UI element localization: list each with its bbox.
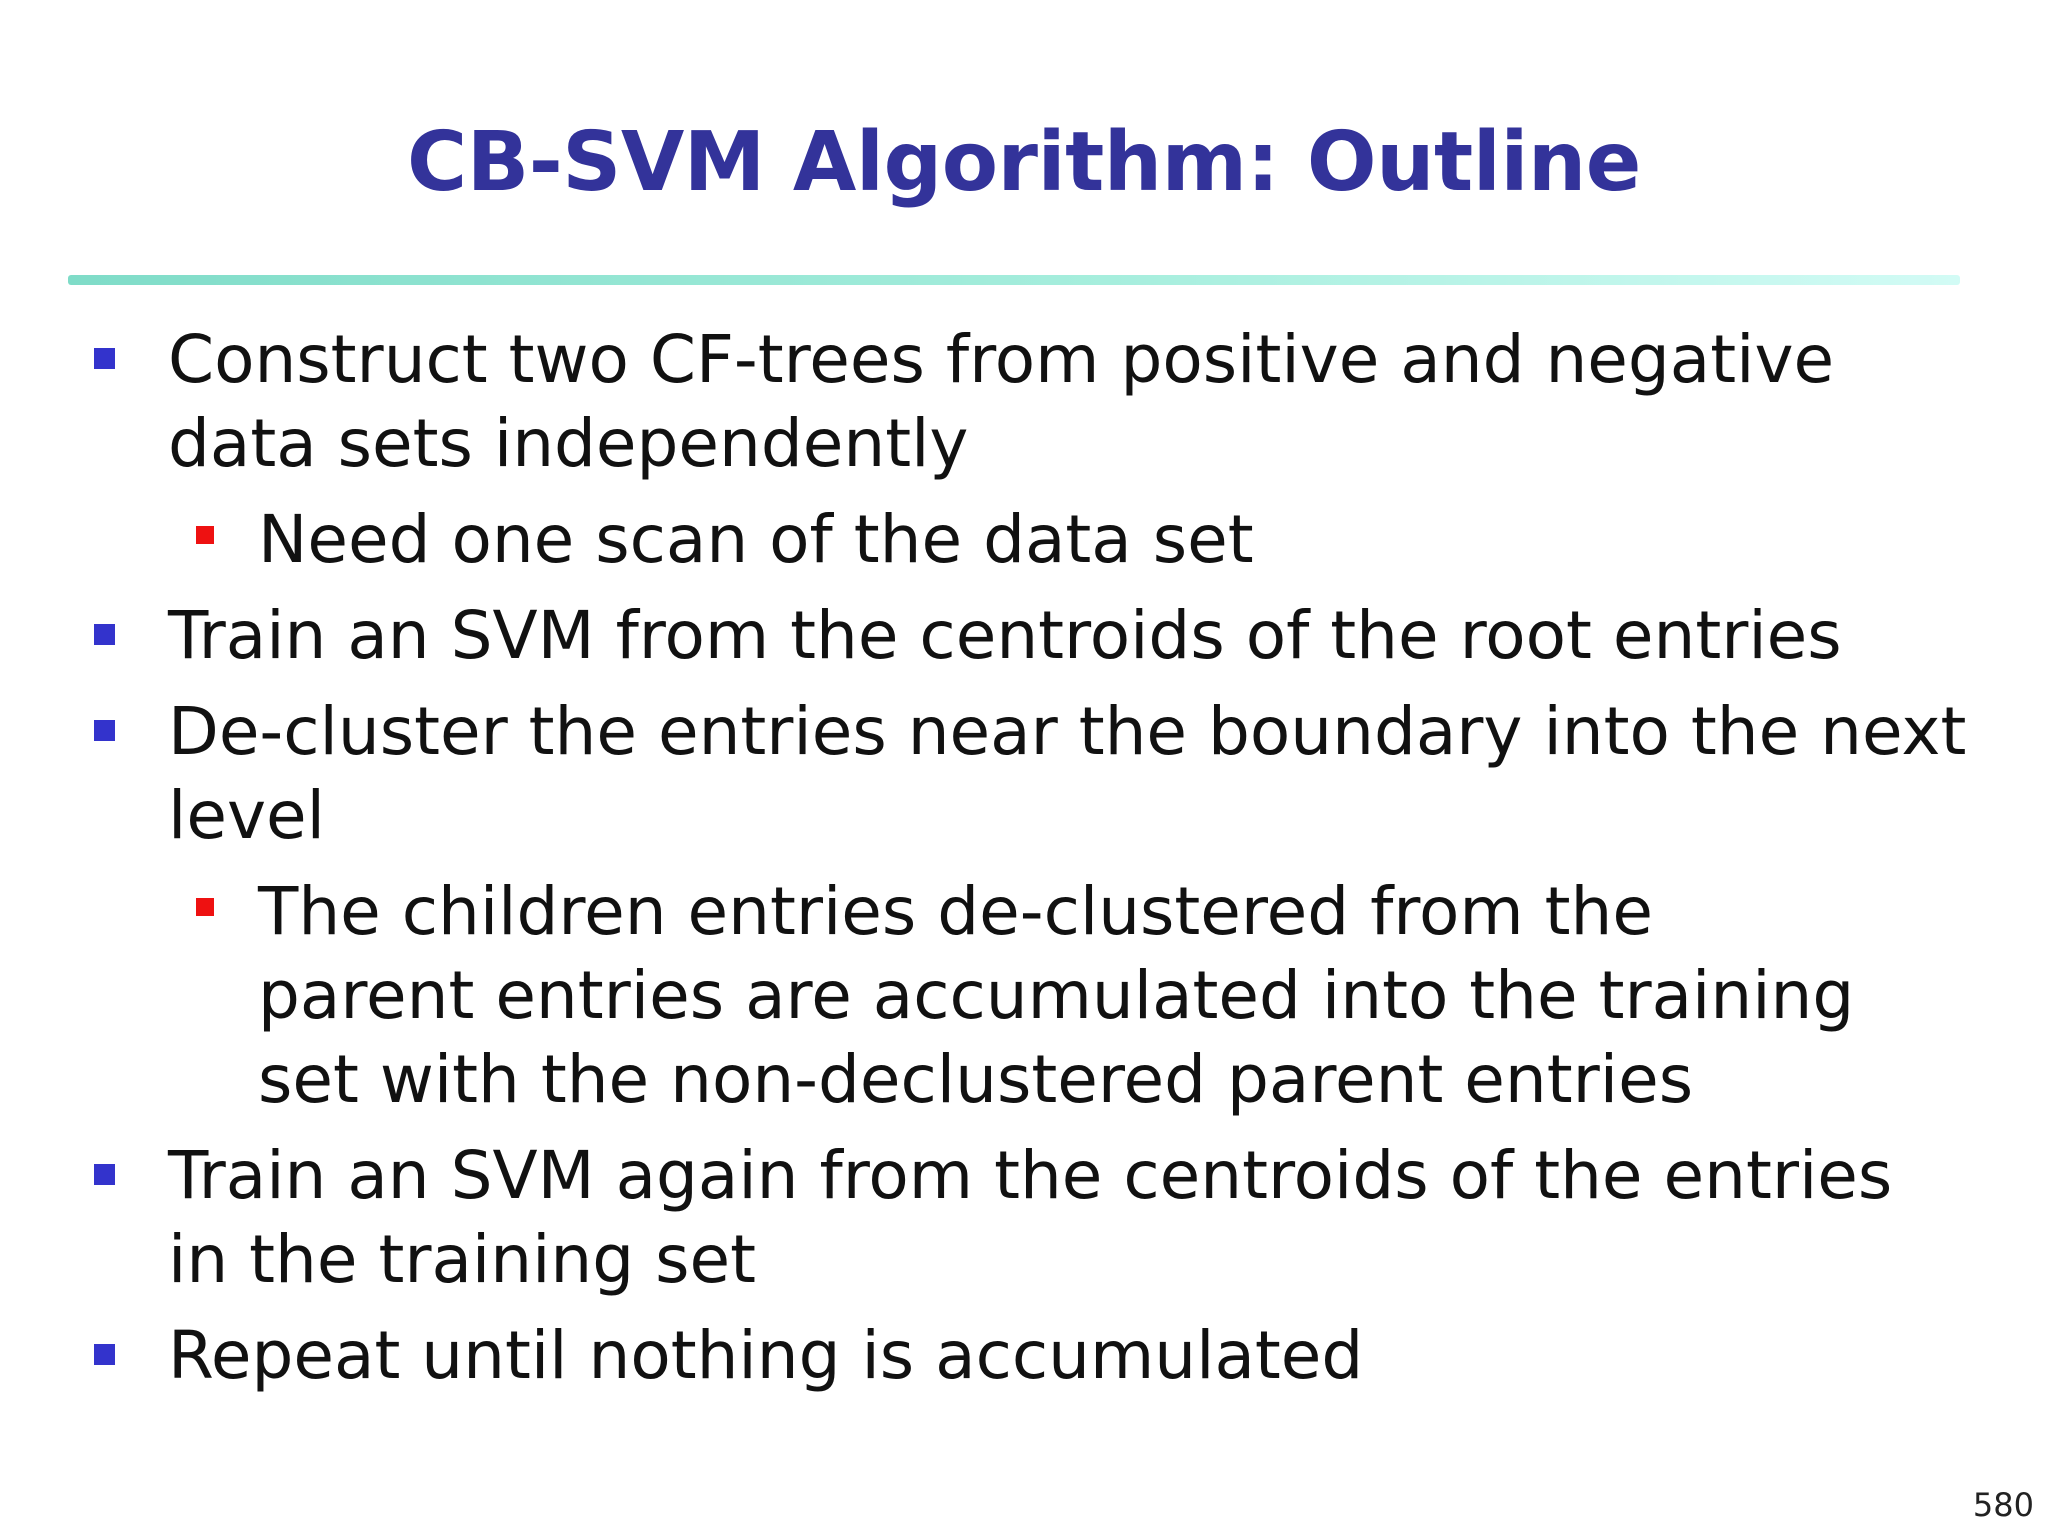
page-number: 580: [1972, 1486, 2034, 1524]
bullet-text: The children entries de-clustered from the parent entries are accumulated into the training set with the non-declustered parent entries: [258, 873, 1855, 1118]
bullet-text: Train an SVM from the centroids of the root entries: [168, 597, 1842, 674]
bullet-text: De-cluster the entries near the boundary into the next level: [168, 693, 1967, 854]
square-bullet-icon: [94, 624, 115, 645]
title-divider: [68, 275, 1960, 285]
square-bullet-icon: [196, 526, 214, 544]
bullet-text: Construct two CF-trees from positive and negative data sets independently: [168, 321, 1835, 482]
bullet-item: [0, 690, 1968, 858]
bullet-item: [0, 318, 1968, 486]
sub-bullet-item: [0, 498, 1888, 582]
square-bullet-icon: [196, 898, 214, 916]
bullet-text: Train an SVM again from the centroids of the entries in the training set: [168, 1137, 1893, 1298]
square-bullet-icon: [94, 720, 115, 741]
bullet-text: Repeat until nothing is accumulated: [168, 1317, 1364, 1394]
square-bullet-icon: [94, 1344, 115, 1365]
bullet-list: [0, 318, 2048, 1410]
slide-title: CB-SVM Algorithm: Outline: [407, 115, 1641, 210]
bullet-text: Need one scan of the data set: [258, 501, 1254, 578]
sub-bullet-item: [0, 870, 1888, 1122]
square-bullet-icon: [94, 1164, 115, 1185]
bullet-item: [0, 1134, 1968, 1302]
bullet-item: [0, 594, 1968, 678]
bullet-item: [0, 1314, 1968, 1398]
square-bullet-icon: [94, 348, 115, 369]
